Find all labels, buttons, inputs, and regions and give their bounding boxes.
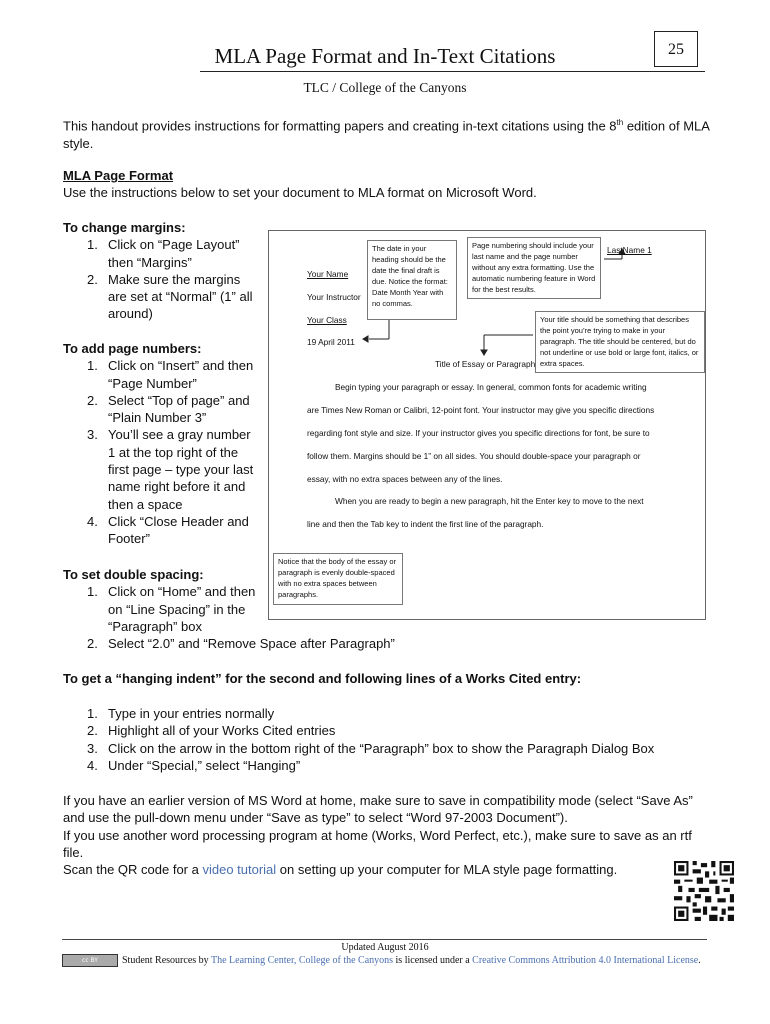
qr-code-icon[interactable] [674,860,734,922]
list-item: 1. Click on “Home” and then on “Line Spacing” in the “Paragraph” box [87,584,256,634]
hanging-indent-heading: To get a “hanging indent” for the second and following lines of a Works Cited entry: [63,671,582,686]
cc-license-link[interactable]: Creative Commons Attribution 4.0 International License [472,955,699,966]
compat-paragraph-1: If you have an earlier version of MS Word at home, make sure to save in compatibility mode (select “Save As” and use the pull-down menu under “Save as type” to select “Word 97-2003 Document”). [63,793,693,826]
page-number-box: 25 [654,31,698,67]
figure-heading-class: Your Class [307,315,347,325]
figure-header-right: LastName 1 [607,245,652,255]
compat-paragraph-2: If you use another word processing program at home (Works, Word Perfect, etc.), make sure to save as an rtf file. [63,828,692,861]
figure-heading-instructor: Your Instructor [307,292,361,302]
list-item: 1. Click on “Page Layout” then “Margins” [87,237,240,270]
figure-body-line: When you are ready to begin a new paragraph, hit the Enter key to move to the next [335,496,644,506]
mla-example-figure [268,230,706,620]
note-page-numbering: Page numbering should include your last name and the page number without any extra formatting. Use the automatic numbering feature in Word for the best results. [467,237,601,299]
margins-heading: To change margins: [63,220,186,235]
cc-license-icon[interactable]: cc BY [62,954,118,967]
figure-body-line: line and then the Tab key to indent the first line of the paragraph. [307,519,544,529]
mla-format-heading: MLA Page Format [63,168,174,183]
subtitle: TLC / College of the Canyons [303,80,467,95]
page-numbers-section [63,340,273,548]
figure-body-line: follow them. Margins should be 1” on all sides. You should double-space your paragraph or [307,451,641,461]
list-item: 2. Select “2.0” and “Remove Space after Paragraph” [87,636,395,652]
header-rule [200,71,705,72]
page-numbers-heading: To add page numbers: [63,341,202,356]
footer-license: cc BY Student Resources by The Learning Center, College of the Canyons is licensed under a Creative Commons Attribution 4.0 International License. [62,954,708,967]
figure-body-line: Begin typing your paragraph or essay. In general, common fonts for academic writing [335,382,647,392]
video-tutorial-link[interactable]: video tutorial [202,862,277,877]
page-title: MLA Page Format and In-Text Citations [214,44,556,68]
page-numbers-list [63,357,273,547]
list-item: 2. Make sure the margins are set at “Normal” (1” all around) [87,271,253,322]
list-item: 1. Type in your entries normally [87,706,275,721]
tlc-link[interactable]: The Learning Center, College of the Canyons [210,955,394,966]
figure-body-line: essay, with no extra spaces between any of the lines. [307,474,503,484]
list-item: 1. Click on “Insert” and then “Page Number” [87,358,254,391]
intro-paragraph: This handout provides instructions for formatting papers and creating in-text citations using the 8th edition of MLA style. [63,118,710,151]
qr-paragraph: Scan the QR code for a video tutorial on setting up your computer for MLA style page formatting. [63,862,618,877]
list-item: 2. Select “Top of page” and “Plain Number 3” [87,392,250,426]
figure-heading-name: Your Name [307,269,349,279]
margins-list [63,236,273,322]
figure-body-line: are Times New Roman or Calibri, 12-point font. Your instructor may give you specific directions [307,405,655,415]
hanging-indent-list [63,705,713,774]
figure-body-line: regarding font style and size. If your instructor gives you specific directions for font, be sure to [307,428,650,438]
figure-essay-title: Title of Essay or Paragraph [435,359,536,369]
list-item: 2. Highlight all of your Works Cited entries [87,723,336,739]
note-date: The date in your heading should be the date the final draft is due. Notice the format: Date Month Year with no commas. [367,240,457,320]
footer [62,941,708,967]
margins-section [63,219,273,323]
list-item: 4. Under “Special,” select “Hanging” [87,757,301,773]
footer-updated: Updated August 2016 [341,942,429,953]
footer-rule [62,939,707,940]
list-item: 3. You’ll see a gray number 1 at the top right of the first page – type your last name right before it and then a space [87,427,254,512]
mla-format-text: Use the instructions below to set your document to MLA format on Microsoft Word. [63,185,537,200]
list-item: 3. Click on the arrow in the bottom right of the “Paragraph” box to show the Paragraph Dialog Box [87,740,655,756]
note-body-spacing: Notice that the body of the essay or paragraph is evenly double-spaced with no extra spaces between paragraphs. [273,553,403,605]
note-title: Your title should be something that describes the point you’re trying to make in your paragraph. The title should be centered, but do not underline or use bold or large font, italics, or extra spaces. [535,311,705,373]
double-spacing-heading: To set double spacing: [63,567,204,582]
list-item: 4. Click “Close Header and Footer” [87,513,249,547]
figure-heading-date: 19 April 2011 [307,337,355,347]
